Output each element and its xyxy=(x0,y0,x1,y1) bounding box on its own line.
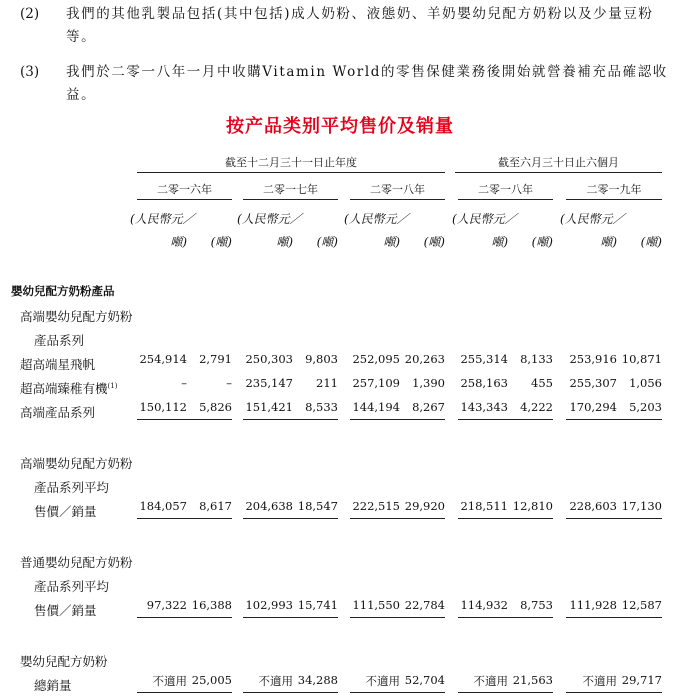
total-rule xyxy=(137,518,232,519)
table-cell: 不適用 xyxy=(152,674,187,688)
year-header: 二零一八年 xyxy=(478,183,533,196)
total-rule xyxy=(243,617,338,618)
row-label: 產品系列平均 xyxy=(34,579,110,594)
header-rule xyxy=(455,172,662,173)
table-cell: 455 xyxy=(531,376,553,390)
unit-price-header: (人民幣元／ xyxy=(237,212,302,226)
note-text: 我們的其他乳製品包括(其中包括)成人奶粉、液態奶、羊奶嬰幼兒配方奶粉以及少量豆粉等。 xyxy=(66,6,654,45)
table-cell: 211 xyxy=(316,376,338,390)
table-cell: 21,563 xyxy=(512,673,553,687)
total-rule xyxy=(350,692,445,693)
table-cell: 5,203 xyxy=(629,400,662,414)
row-label-text: 超高端臻稚有機 xyxy=(20,381,108,396)
unit-price-header: 噸) xyxy=(491,235,508,249)
table-cell: 102,993 xyxy=(245,598,293,612)
unit-price-header: 噸) xyxy=(276,235,293,249)
table-cell: 不適用 xyxy=(473,674,508,688)
total-rule xyxy=(566,617,662,618)
table-cell: 29,717 xyxy=(621,673,662,687)
subsection-label: 產品系列 xyxy=(34,333,85,348)
table-cell: 25,005 xyxy=(191,673,232,687)
table-cell: 255,307 xyxy=(569,376,617,390)
table-cell: 15,741 xyxy=(297,598,338,612)
total-rule xyxy=(137,617,232,618)
table-cell: 144,194 xyxy=(352,400,400,414)
unit-volume-header: (噸) xyxy=(531,235,553,249)
table-cell: 97,322 xyxy=(146,598,187,612)
table-cell: 2,791 xyxy=(199,352,232,366)
total-rule xyxy=(566,419,662,420)
table-cell: 150,112 xyxy=(139,400,187,414)
note-number: (3) xyxy=(20,64,40,80)
total-rule xyxy=(243,518,338,519)
table-cell: 170,294 xyxy=(569,400,617,414)
table-cell: – xyxy=(226,376,232,390)
unit-volume-header: (噸) xyxy=(640,235,662,249)
table-cell: 5,826 xyxy=(199,400,232,414)
total-rule xyxy=(350,518,445,519)
table-cell: 204,638 xyxy=(245,499,293,513)
footnote-ref: (1) xyxy=(107,381,118,390)
table-cell: 1,056 xyxy=(629,376,662,390)
unit-price-header: (人民幣元／ xyxy=(344,212,409,226)
table-cell: 18,547 xyxy=(297,499,338,513)
header-rule xyxy=(137,172,445,173)
row-label: 普通嬰幼兒配方奶粉 xyxy=(20,555,133,570)
table-cell: 不適用 xyxy=(365,674,400,688)
table-cell: 20,263 xyxy=(404,352,445,366)
total-rule xyxy=(566,518,662,519)
table-cell: 16,388 xyxy=(191,598,232,612)
total-rule xyxy=(350,617,445,618)
table-cell: 1,390 xyxy=(412,376,445,390)
table-cell: – xyxy=(181,376,187,390)
table-cell: 255,314 xyxy=(460,352,508,366)
unit-price-header: 噸) xyxy=(600,235,617,249)
table-cell: 4,222 xyxy=(520,400,553,414)
table-cell: 151,421 xyxy=(245,400,293,414)
subsection-label: 高端嬰幼兒配方奶粉 xyxy=(20,309,133,324)
row-label: 產品系列平均 xyxy=(34,480,110,495)
table-cell: 17,130 xyxy=(621,499,662,513)
header-group-interim: 截至六月三十日止六個月 xyxy=(498,156,619,169)
row-label: 售價／銷量 xyxy=(34,504,97,519)
total-rule xyxy=(458,419,553,420)
total-rule xyxy=(566,692,662,693)
row-label: 售價／銷量 xyxy=(34,603,97,618)
unit-price-header: (人民幣元／ xyxy=(130,212,195,226)
note-number: (2) xyxy=(20,6,40,22)
table-cell: 8,533 xyxy=(305,400,338,414)
total-rule xyxy=(458,518,553,519)
total-rule xyxy=(243,692,338,693)
table-cell: 9,803 xyxy=(305,352,338,366)
table-cell: 8,267 xyxy=(412,400,445,414)
note-text: 我們於二零一八年一月中收購Vitamin World的零售保健業務後開始就營養補充品確認收益。 xyxy=(66,64,668,103)
row-label: 高端嬰幼兒配方奶粉 xyxy=(20,456,133,471)
header-group-annual: 截至十二月三十一日止年度 xyxy=(225,156,357,169)
total-rule xyxy=(458,692,553,693)
table-cell: 253,916 xyxy=(569,352,617,366)
year-rule xyxy=(350,199,445,200)
unit-volume-header: (噸) xyxy=(316,235,338,249)
table-cell: 34,288 xyxy=(297,673,338,687)
total-rule xyxy=(350,419,445,420)
table-cell: 250,303 xyxy=(245,352,293,366)
row-label: 總銷量 xyxy=(34,678,72,693)
year-rule xyxy=(566,199,662,200)
table-cell: 52,704 xyxy=(404,673,445,687)
table-cell: 257,109 xyxy=(352,376,400,390)
year-header: 二零一八年 xyxy=(370,183,425,196)
unit-price-header: (人民幣元／ xyxy=(560,212,625,226)
total-rule xyxy=(243,419,338,420)
year-rule xyxy=(458,199,553,200)
table-cell: 184,057 xyxy=(139,499,187,513)
unit-price-header: 噸) xyxy=(383,235,400,249)
section-label: 嬰幼兒配方奶粉產品 xyxy=(11,284,115,298)
table-cell: 8,617 xyxy=(199,499,232,513)
table-cell: 12,587 xyxy=(621,598,662,612)
table-cell: 8,133 xyxy=(520,352,553,366)
table-cell: 258,163 xyxy=(460,376,508,390)
row-label: 高端產品系列 xyxy=(20,405,96,420)
unit-volume-header: (噸) xyxy=(210,235,232,249)
unit-price-header: 噸) xyxy=(170,235,187,249)
year-header: 二零一九年 xyxy=(586,183,642,196)
year-rule xyxy=(243,199,338,200)
table-title: 按产品类别平均售价及销量 xyxy=(226,116,454,137)
unit-price-header: (人民幣元／ xyxy=(452,212,517,226)
table-cell: 111,928 xyxy=(569,598,617,612)
unit-volume-header: (噸) xyxy=(423,235,445,249)
row-label: 嬰幼兒配方奶粉 xyxy=(20,654,108,669)
table-cell: 228,603 xyxy=(569,499,617,513)
row-label xyxy=(20,379,117,397)
table-cell: 252,095 xyxy=(352,352,400,366)
table-cell: 12,810 xyxy=(512,499,553,513)
year-header: 二零一六年 xyxy=(157,183,212,196)
table-cell: 111,550 xyxy=(352,598,400,612)
table-cell: 235,147 xyxy=(245,376,293,390)
table-cell: 10,871 xyxy=(621,352,662,366)
total-rule xyxy=(137,419,232,420)
table-cell: 29,920 xyxy=(404,499,445,513)
table-cell: 218,511 xyxy=(460,499,508,513)
year-header: 二零一七年 xyxy=(263,183,318,196)
table-cell: 143,343 xyxy=(460,400,508,414)
table-cell: 不適用 xyxy=(258,674,293,688)
table-cell: 222,515 xyxy=(352,499,400,513)
table-cell: 254,914 xyxy=(139,352,187,366)
row-label: 超高端星飛帆 xyxy=(20,357,96,372)
table-cell: 22,784 xyxy=(404,598,445,612)
year-rule xyxy=(137,199,232,200)
total-rule xyxy=(458,617,553,618)
table-cell: 114,932 xyxy=(460,598,508,612)
total-rule xyxy=(137,692,232,693)
table-cell: 不適用 xyxy=(582,674,617,688)
table-cell: 8,753 xyxy=(520,598,553,612)
